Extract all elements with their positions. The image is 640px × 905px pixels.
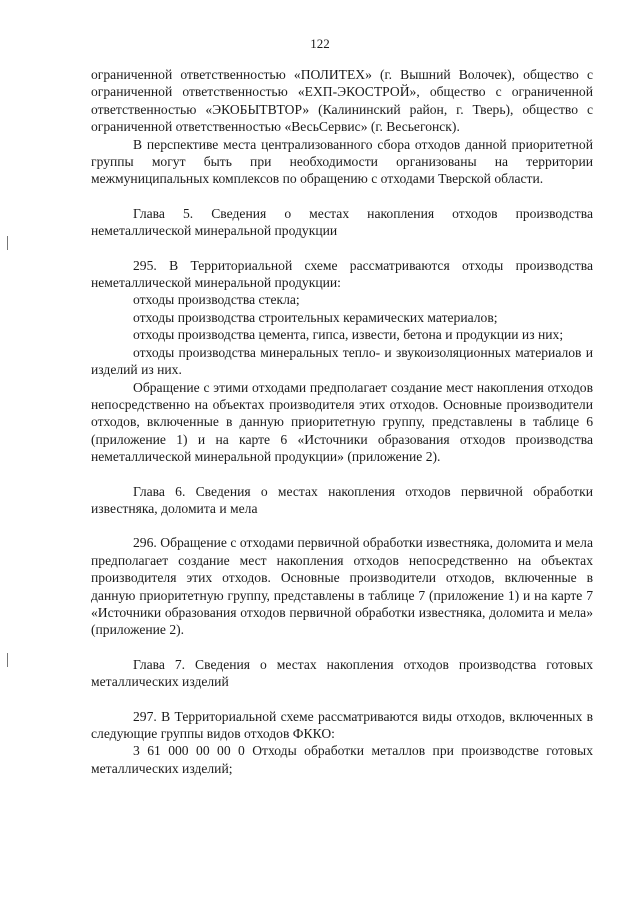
scan-margin-mark: [7, 653, 8, 667]
list-item: отходы производства минеральных тепло- и звукоизоляционных материалов и изделий из них.: [91, 344, 593, 378]
paragraph: 297. В Территориальной схеме рассматриваются виды отходов, включенных в следующие группы видов отходов ФККО:: [91, 708, 593, 741]
page-number: 122: [310, 36, 330, 51]
chapter-heading: Глава 6. Сведения о местах накопления отходов первичной обработки известняка, доломита и мела: [91, 483, 593, 516]
paragraph: 295. В Территориальной схеме рассматриваются отходы производства неметаллической минеральной продукции:: [91, 257, 593, 291]
scan-margin-mark: [7, 236, 8, 250]
list-item: отходы производства цемента, гипса, извести, бетона и продукции из них;: [133, 327, 564, 343]
list-item: 3 61 000 00 00 0 Отходы обработки металлов при производстве готовых металлических изделий;: [91, 743, 593, 776]
paragraph: ограниченной ответственностью «ПОЛИТЕХ» (г. Вышний Волочек), общество с ограниченной ответственностью «ЕХП-ЭКОСТРОЙ», общество с ограниченной ответственностью «ЭКОБЫТВТОР» (Калининский район, г. Тверь), общество с ограниченной ответственностью «ВесьСервис» (г. Весьегонск).: [91, 67, 593, 135]
list-item: отходы производства строительных керамических материалов;: [133, 309, 498, 325]
chapter-heading: Глава 7. Сведения о местах накопления отходов производства готовых металлических изделий: [91, 656, 593, 690]
list-item: отходы производства стекла;: [133, 292, 300, 308]
paragraph: В перспективе места централизованного сбора отходов данной приоритетной группы могут быть при необходимости организованы на территории межмуниципальных комплексов по обращению с отходами Тверской области.: [91, 136, 593, 187]
document-body: [91, 66, 593, 777]
paragraph: Обращение с этими отходами предполагает создание мест накопления отходов непосредственно на объектах производителя этих отходов. Основные производители отходов, включенные в данную приоритетную группу, представлены в таблице 6 (приложение 1) и на карте 6 «Источники образования отходов производства неметаллической минеральной продукции» (приложение 2).: [91, 379, 593, 465]
paragraph: 296. Обращение с отходами первичной обработки известняка, доломита и мела предполагает создание мест накопления отходов непосредственно на объектах производителя этих отходов. Основные производители отходов, включенные в данную приоритетную группу, представлены в таблице 7 (приложение 1) и на карте 7 «Источники образования отходов первичной обработки известняка, доломита и мела» (приложение 2).: [91, 535, 593, 638]
chapter-heading: Глава 5. Сведения о местах накопления отходов производства неметаллической минеральной продукции: [91, 205, 593, 239]
